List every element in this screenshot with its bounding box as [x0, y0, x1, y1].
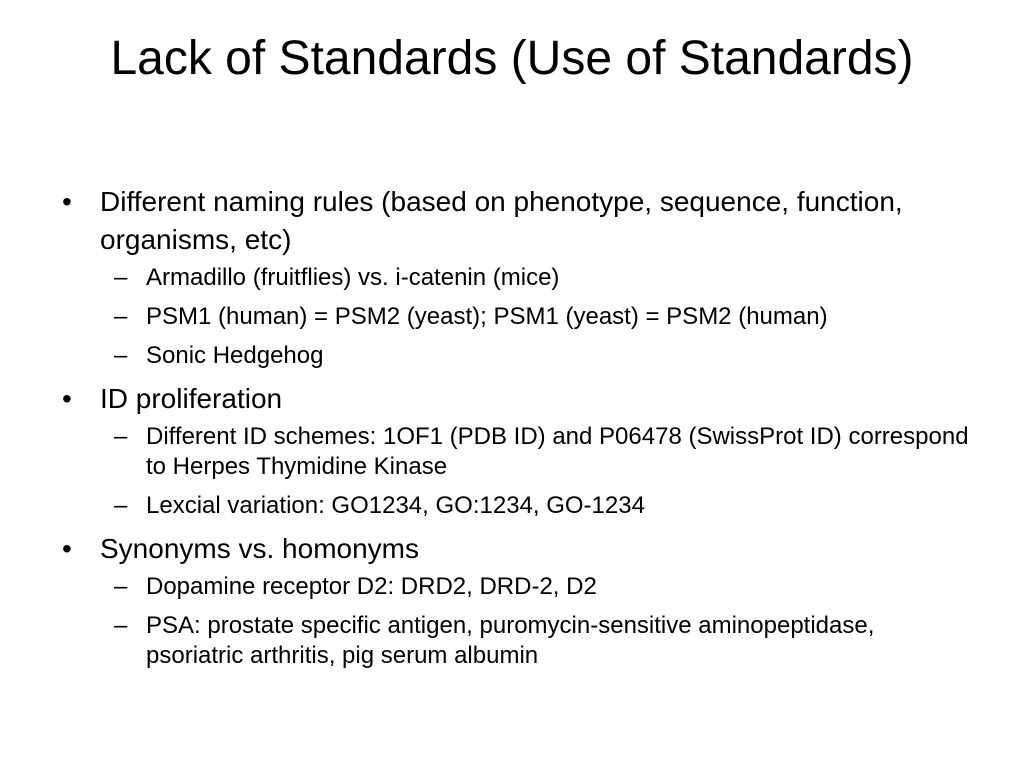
sub-bullet-list	[56, 422, 976, 521]
dash-icon: –	[114, 492, 128, 519]
bullet-text: ID proliferation	[100, 383, 283, 414]
dash-icon: –	[114, 303, 128, 330]
sub-bullet-item	[56, 422, 976, 482]
sub-bullet-item	[56, 491, 976, 521]
sub-bullet-text: Sonic Hedgehog	[146, 342, 324, 369]
sub-bullet-text: Dopamine receptor D2: DRD2, DRD-2, D2	[146, 573, 597, 600]
bullet-item	[56, 530, 976, 568]
sub-bullet-item	[56, 611, 976, 671]
slide-title: Lack of Standards (Use of Standards)	[110, 32, 914, 85]
dash-icon: –	[114, 264, 128, 291]
dash-icon: –	[114, 342, 128, 369]
sub-bullet-list	[56, 572, 976, 671]
sub-bullet-text: Lexcial variation: GO1234, GO:1234, GO-1234	[146, 492, 645, 519]
dash-icon: –	[114, 612, 128, 639]
bullet-item	[56, 183, 976, 259]
dash-icon: –	[114, 423, 128, 450]
sub-bullet-text: PSA: prostate specific antigen, puromycin-sensitive aminopeptidase, psoriatric arthritis, pig serum albumin	[146, 612, 875, 669]
dash-icon: –	[114, 573, 128, 600]
sub-bullet-text: Different ID schemes: 1OF1 (PDB ID) and P06478 (SwissProt ID) correspond to Herpes Thymidine Kinase	[146, 423, 969, 480]
sub-bullet-list	[56, 263, 976, 371]
sub-bullet-item	[56, 572, 976, 602]
sub-bullet-text: PSM1 (human) = PSM2 (yeast); PSM1 (yeast) = PSM2 (human)	[146, 303, 828, 330]
sub-bullet-item	[56, 341, 976, 371]
bullet-icon: •	[62, 533, 72, 564]
sub-bullet-item	[56, 263, 976, 293]
bullet-icon: •	[62, 186, 72, 217]
sub-bullet-item	[56, 302, 976, 332]
bullet-list	[56, 183, 976, 680]
sub-bullet-text: Armadillo (fruitflies) vs. i-catenin (mice)	[146, 264, 560, 291]
bullet-text: Different naming rules (based on phenotype, sequence, function, organisms, etc)	[100, 186, 903, 255]
bullet-icon: •	[62, 383, 72, 414]
bullet-item	[56, 380, 976, 418]
bullet-text: Synonyms vs. homonyms	[100, 533, 419, 564]
